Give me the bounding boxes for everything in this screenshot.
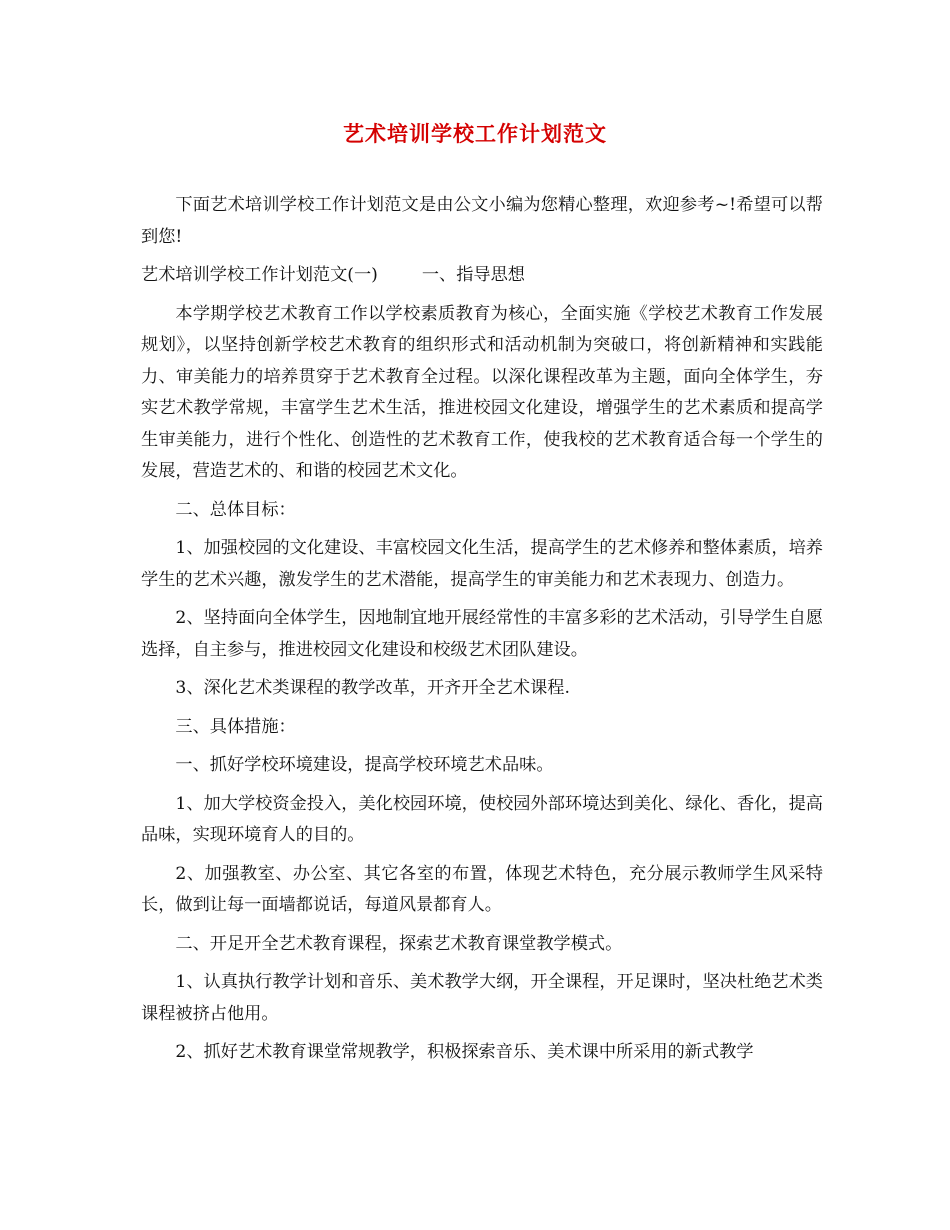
document-title: 艺术培训学校工作计划范文	[343, 122, 607, 146]
paragraph-goal-3: 3、深化艺术类课程的教学改革，开齐开全艺术课程.	[175, 678, 570, 698]
heading-courses: 二、开足开全艺术教育课程，探索艺术教育课堂教学模式。	[175, 933, 623, 954]
paragraph-environment-2: 2、加强教室、办公室、其它各室的布置，体现艺术特色，充分展示教师学生风采特长，做到让每一面墙都说话，每道风景都育人。	[141, 863, 823, 915]
paragraph-goal-2: 2、坚持面向全体学生，因地制宜地开展经常性的丰富多彩的艺术活动，引导学生自愿选择，自主参与，推进校园文化建设和校级艺术团队建设。	[141, 608, 823, 660]
paragraph-courses-1: 1、认真执行教学计划和音乐、美术教学大纲，开全课程，开足课时，坚决杜绝艺术类课程被挤占他用。	[141, 972, 823, 1024]
paragraph-guiding-thought: 本学期学校艺术教育工作以学校素质教育为核心，全面实施《学校艺术教育工作发展规划》，以坚持创新学校艺术教育的组织形式和活动机制为突破口，将创新精神和实践能力、审美能力的培养贯穿于艺术教育全过程。以深化课程改革为主题，面向全体学生，夯实艺术教学常规，丰富学生艺术生活，推进校园文化建设，增强学生的艺术素质和提高学生审美能力，进行个性化、创造性的艺术教育工作，使我校的艺术教育适合每一个学生的发展，营造艺术的、和谐的校园艺术文化。	[141, 303, 823, 481]
section-heading: 艺术培训学校工作计划范文(一)	[141, 265, 378, 285]
section-heading-line	[141, 260, 823, 292]
paragraph-environment-1: 1、加大学校资金投入，美化校园环境，使校园外部环境达到美化、绿化、香化，提高品味，实现环境育人的目的。	[141, 793, 823, 845]
heading-overall-goals: 二、总体目标：	[175, 499, 296, 520]
document-body	[141, 190, 823, 1076]
heading-environment: 一、抓好学校环境建设，提高学校环境艺术品味。	[175, 755, 554, 775]
paragraph-courses-2: 2、抓好艺术教育课堂常规教学，积极探索音乐、美术课中所采用的新式教学	[175, 1042, 754, 1062]
intro-paragraph: 下面艺术培训学校工作计划范文是由公文小编为您精心整理，欢迎参考~!希望可以帮到您!	[141, 195, 823, 247]
paragraph-goal-1: 1、加强校园的文化建设、丰富校园文化生活，提高学生的艺术修养和整体素质，培养学生的艺术兴趣，激发学生的艺术潜能，提高学生的审美能力和艺术表现力、创造力。	[141, 538, 823, 590]
section-subheading: 一、指导思想	[421, 265, 525, 285]
heading-measures: 三、具体措施：	[175, 716, 296, 737]
